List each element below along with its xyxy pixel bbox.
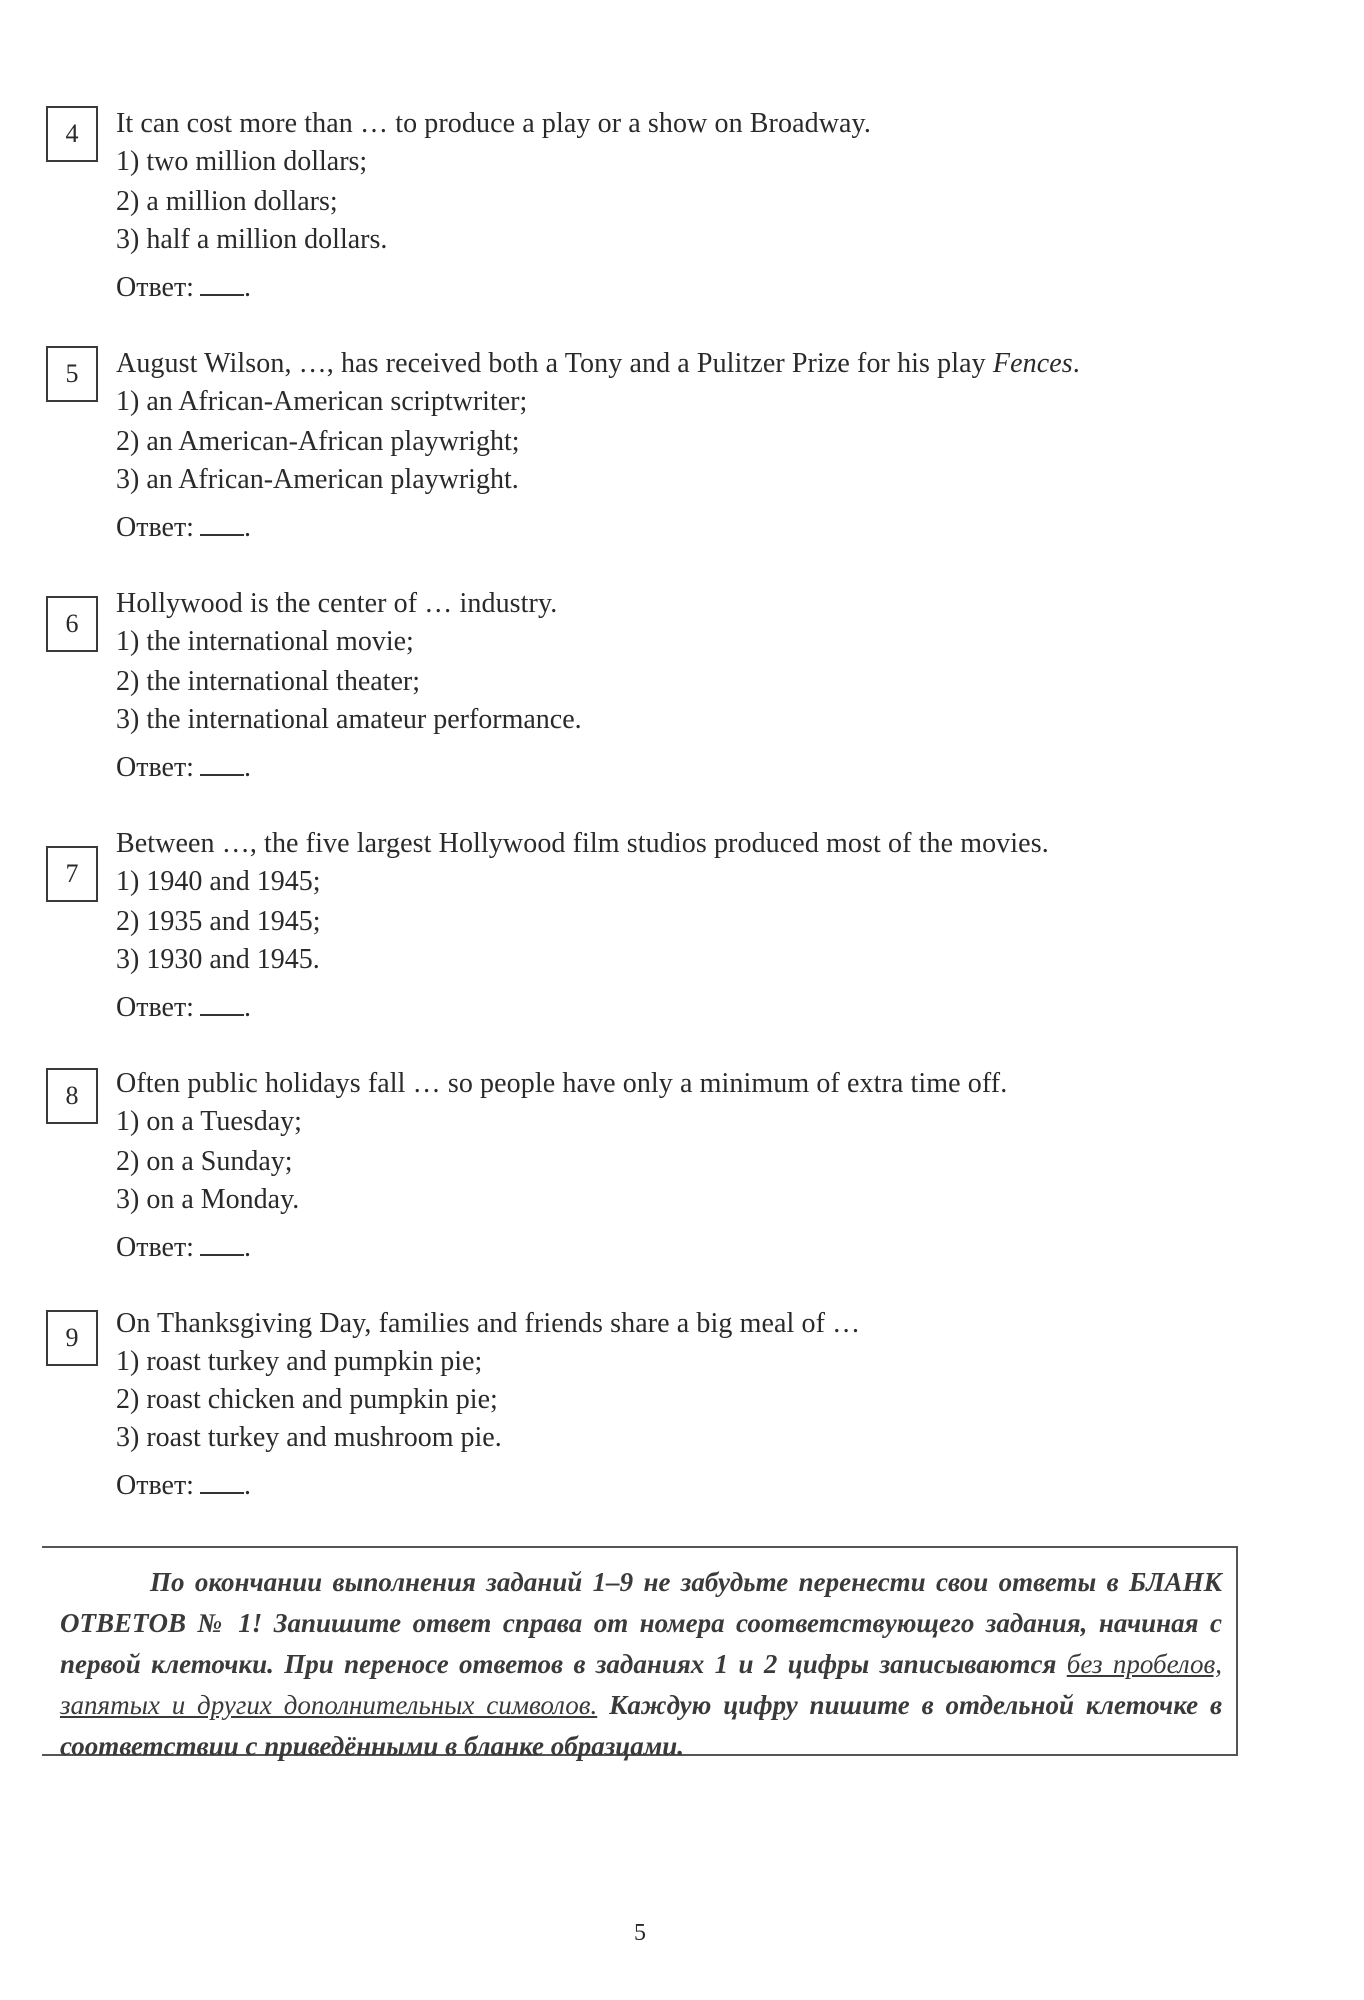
answer-label: Ответ:	[116, 752, 194, 783]
question-text: Hollywood is the center of … industry.	[116, 588, 558, 619]
question-text: It can cost more than … to produce a play or a show on Broadway.	[116, 108, 871, 139]
task-9	[0, 1300, 1364, 1530]
answer-field[interactable]: Ответ: .	[116, 272, 251, 303]
question-text	[116, 346, 1080, 382]
task-7	[0, 820, 1364, 1050]
answer-option-3: 3) the international amateur performance.	[116, 704, 582, 735]
note-text-1: По окончании выполнения заданий 1–9 не забудьте перенести свои ответы в БЛАНК ОТВЕТОВ № 1! Запишите ответ справа от номера соответствующего задания, начиная с первой клеточки. При переносе ответов в заданиях 1 и 2 цифры записываются	[60, 1567, 1222, 1679]
answer-option-3: 3) on a Monday.	[116, 1184, 300, 1215]
answer-option-2: 2) on a Sunday;	[116, 1146, 293, 1177]
answer-blank[interactable]	[200, 990, 244, 1016]
answer-blank[interactable]	[200, 750, 244, 776]
answer-option-1: 1) on a Tuesday;	[116, 1106, 302, 1137]
task-number-box: 4	[46, 106, 98, 162]
answer-label: Ответ:	[116, 512, 194, 543]
task-number-box: 9	[46, 1310, 98, 1366]
task-number-box: 6	[46, 596, 98, 652]
answer-field[interactable]: Ответ: .	[116, 992, 251, 1023]
play-title: Fences	[992, 348, 1073, 379]
answer-option-3: 3) half a million dollars.	[116, 224, 388, 255]
answer-blank[interactable]	[200, 1468, 244, 1494]
answer-option-1: 1) roast turkey and pumpkin pie;	[116, 1346, 483, 1377]
answer-field[interactable]: Ответ: .	[116, 1232, 251, 1263]
question-text: On Thanksgiving Day, families and friends share a big meal of …	[116, 1308, 861, 1339]
task-5	[0, 340, 1364, 570]
instruction-note	[42, 1546, 1238, 1761]
question-text: Between …, the five largest Hollywood film studios produced most of the movies.	[116, 828, 1049, 859]
answer-blank[interactable]	[200, 510, 244, 536]
answer-option-3: 3) 1930 and 1945.	[116, 944, 320, 975]
answer-option-2: 2) the international theater;	[116, 666, 420, 697]
answer-label: Ответ:	[116, 272, 194, 303]
answer-option-1: 1) 1940 and 1945;	[116, 866, 321, 897]
task-number-box: 5	[46, 346, 98, 402]
question-text-end: .	[1072, 348, 1080, 379]
question-text-main: August Wilson, …, has received both a Tony and a Pulitzer Prize for his play	[116, 348, 993, 379]
answer-option-1: 1) an African-American scriptwriter;	[116, 386, 528, 417]
answer-option-2: 2) roast chicken and pumpkin pie;	[116, 1384, 498, 1415]
answer-field[interactable]: Ответ: .	[116, 512, 251, 543]
answer-field[interactable]: Ответ: .	[116, 752, 251, 783]
note-underlined-text: без пробелов, запятых и других дополнительных символов.	[60, 1649, 1222, 1720]
question-text: Often public holidays fall … so people have only a minimum of extra time off.	[116, 1068, 1008, 1099]
answer-option-2: 2) 1935 and 1945;	[116, 906, 321, 937]
answer-option-3: 3) roast turkey and mushroom pie.	[116, 1422, 502, 1453]
answer-label: Ответ:	[116, 1470, 194, 1501]
task-number-box: 8	[46, 1068, 98, 1124]
task-4	[0, 100, 1364, 330]
task-8	[0, 1060, 1364, 1290]
answer-option-1: 1) two million dollars;	[116, 146, 368, 177]
answer-field[interactable]: Ответ: .	[116, 1470, 251, 1501]
task-6	[0, 580, 1364, 810]
answer-label: Ответ:	[116, 1232, 194, 1263]
answer-blank[interactable]	[200, 1230, 244, 1256]
note-text-2: Каждую цифру пишите в отдельной клеточке в соответствии с приведёнными в бланке образцами.	[60, 1690, 1223, 1761]
answer-option-3: 3) an African-American playwright.	[116, 464, 519, 495]
answer-option-2: 2) a million dollars;	[116, 186, 338, 217]
answer-blank[interactable]	[200, 270, 244, 296]
answer-option-2: 2) an American-African playwright;	[116, 426, 520, 457]
task-number-box: 7	[46, 846, 98, 902]
page-number: 5	[634, 1920, 646, 1946]
answer-option-1: 1) the international movie;	[116, 626, 414, 657]
answer-label: Ответ:	[116, 992, 194, 1023]
